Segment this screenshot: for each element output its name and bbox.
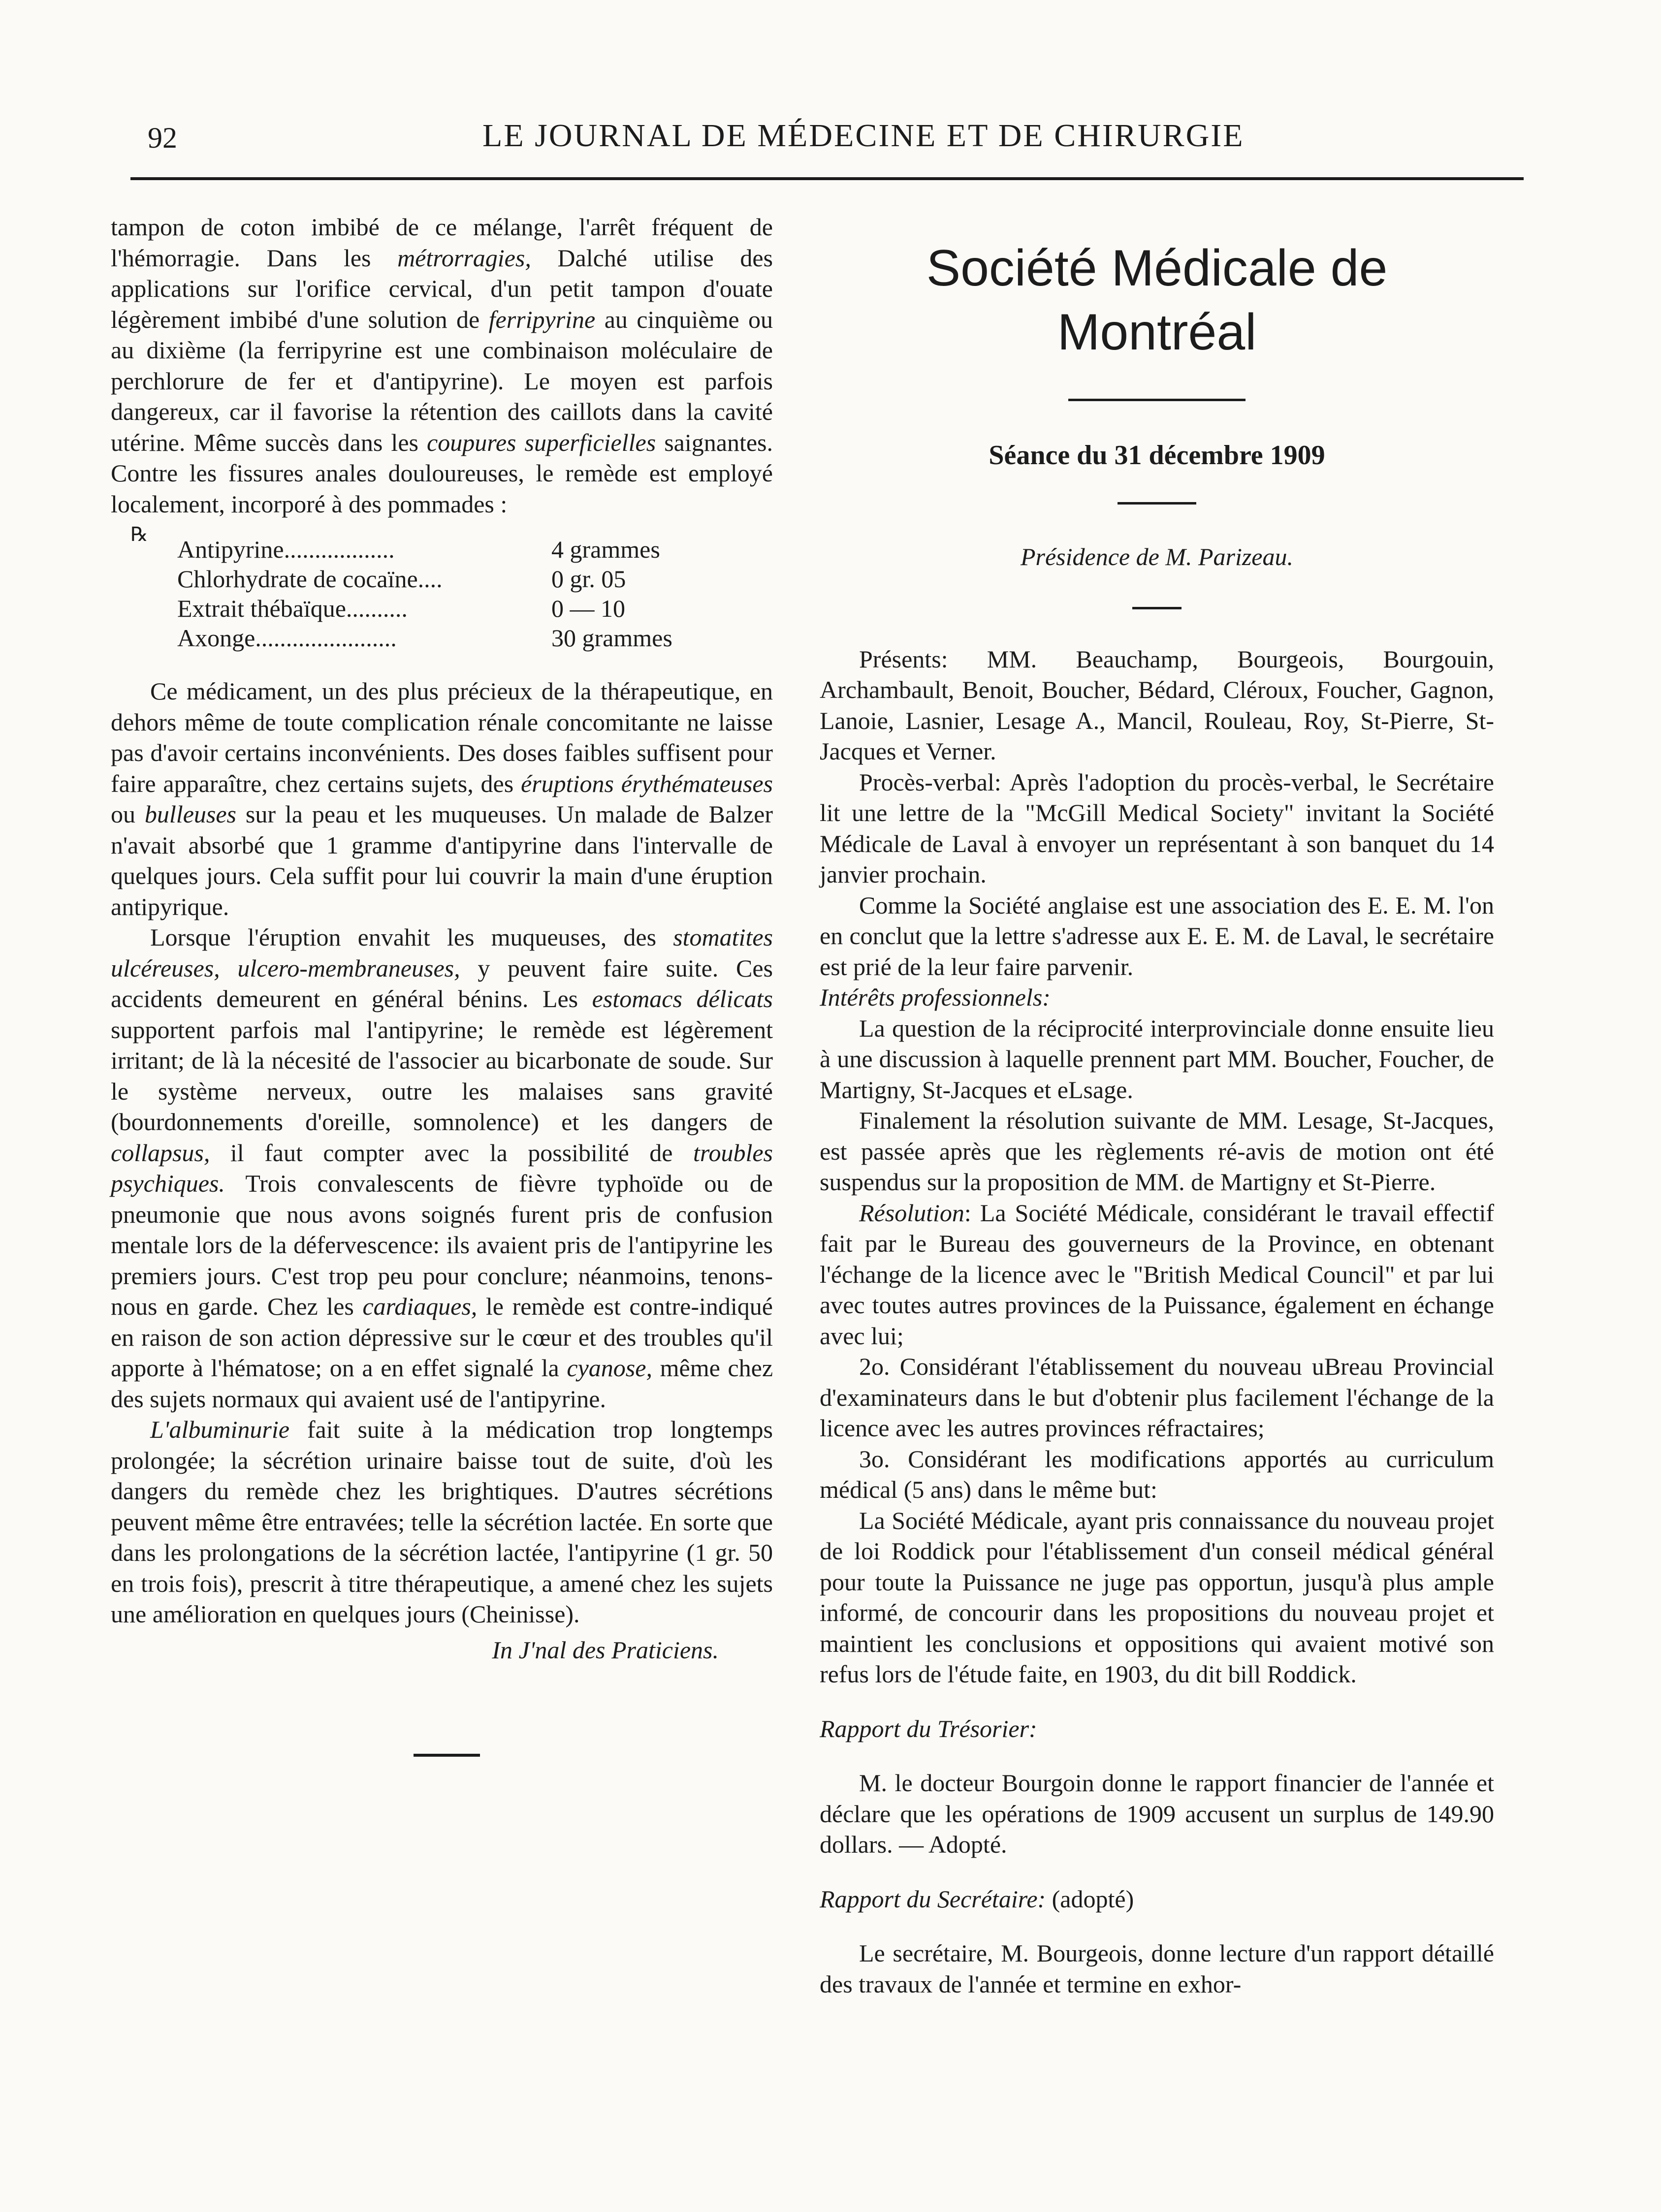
prescription-row: Chlorhydrate de cocaïne.... 0 gr. 05 [177, 565, 626, 593]
prescription-row: Axonge....................... 30 grammes [177, 624, 672, 652]
seance-rule [1118, 502, 1196, 505]
section-title: Société Médicale de Montréal [926, 240, 1388, 361]
paragraph-question: La question de la réciprocité interprovinciale donne ensuite lieu à une discussion à laquelle prennent part MM. Boucher, Foucher, de Martigny, St-Jacques et eLsage. [820, 1014, 1494, 1104]
header-rule [130, 177, 1524, 180]
paragraph-resolution: Résolution: La Société Médicale, considérant le travail effectif fait par le Bureau des gouverneurs de la Province, en obtenant l'échange de la licence avec le "British Medical Council" et par lui avec toutes autres provinces de la Puissance, également en échange avec lui; [820, 1199, 1494, 1350]
title-rule [1068, 399, 1246, 401]
prescription [130, 519, 694, 652]
page-header [148, 117, 1516, 166]
paragraph-tampon: tampon de coton imbibé de ce mélange, l'arrêt fréquent de l'hémorragie. Dans les métrorragies, Dalché utilise des applications sur l'orifice cervical, d'un petit tampon d'ouate légèrement imbibé d'une solution de ferripyrine au cinquième ou au dixième (la ferripyrine est une combinaison moléculaire de perchlorure de fer et d'antipyrine). Le moyen est parfois dangereux, car il favorise la rétention des caillots dans la cavité utérine. Même succès dans les coupures superficielles saignantes. Contre les fissures anales douloureuses, le remède est employé localement, incorporé à des pommades : [111, 213, 773, 518]
paragraph-medicament: Ce médicament, un des plus précieux de la thérapeutique, en dehors même de toute complication rénale concomitante ne laisse pas d'avoir certains inconvénients. Des doses faibles suffisent pour faire apparaître, chez certains sujets, des éruptions érythémateuses ou bulleuses sur la peau et les muqueuses. Un malade de Balzer n'avait absorbé que 1 gramme d'antipyrine dans l'intervalle de quelques jours. Cela suffit pour lui couvrir la main d'une éruption antipyrique. [111, 677, 773, 920]
paragraph-tresorier: M. le docteur Bourgoin donne le rapport financier de l'année et déclare que les opérations de 1909 accusent un surplus de 149.90 dollars. — Adopté. [820, 1769, 1494, 1858]
prescription-row: Extrait thébaïque.......... 0 — 10 [177, 595, 625, 622]
presidence-line: Présidence de M. Parizeau. [1020, 543, 1293, 570]
presidence-rule [1132, 607, 1182, 609]
prescription-row: Antipyrine.................. 4 grammes [177, 536, 660, 563]
paragraph-proces-verbal: Procès-verbal: Après l'adoption du procès-verbal, le Secrétaire lit une lettre de la "McGill Medical Society" invitant la Société Médicale de Laval à envoyer un représentant à son banquet du 14 janvier prochain. [820, 768, 1494, 888]
left-column [111, 212, 773, 1757]
prescription-symbol: ℞ [130, 523, 148, 545]
seance-heading: Séance du 31 décembre 1909 [989, 440, 1325, 471]
source-citation: In J'nal des Praticiens. [492, 1636, 719, 1664]
paragraph-societe: La Société Médicale, ayant pris connaissance du nouveau projet de loi Roddick pour l'établissement d'un conseil médical général pour toute la Puissance ne juge pas opportun, jusqu'à plus ample informé, de concourir dans les propositions du nouveau projet et maintient les conclusions et oppositions qui avaient motivé son refus lors de l'étude faite, en 1903, du dit bill Roddick. [820, 1506, 1494, 1688]
tresorier-heading: Rapport du Trésorier: [820, 1714, 1037, 1742]
paragraph-item-3: 3o. Considérant les modifications apportés au curriculum médical (5 ans) dans le même but: [820, 1445, 1494, 1503]
secretaire-heading: Rapport du Secrétaire: (adopté) [820, 1885, 1134, 1913]
section-end-rule [414, 1754, 480, 1757]
paragraph-comme: Comme la Société anglaise est une association des E. E. M. l'on en conclut que la lettre s'adresse aux E. E. M. de Laval, le secrétaire est prié de la leur faire parvenir. [820, 891, 1494, 980]
running-title: LE JOURNAL DE MÉDECINE ET DE CHIRURGIE [482, 118, 1245, 154]
paragraph-finalement: Finalement la résolution suivante de MM. Lesage, St-Jacques, est passée après que les règlements ré-avis de motion ont été suspendus sur la proposition de MM. de Martigny et St-Pierre. [820, 1106, 1494, 1196]
paragraph-presents: Présents: MM. Beauchamp, Bourgeois, Bourgouin, Archambault, Benoit, Boucher, Bédard, Cléroux, Foucher, Gagnon, Lanoie, Lasnier, Lesage A., Mancil, Rouleau, Roy, St-Pierre, St-Jacques et Verner. [820, 645, 1494, 765]
paragraph-eruption: Lorsque l'éruption envahit les muqueuses, des stomatites ulcéreuses, ulcero-membraneuses, y peuvent faire suite. Ces accidents demeurent en général bénins. Les estomacs délicats supportent parfois mal l'antipyrine; le remède est légèrement irritant; de là la nécesité de l'associer au bicarbonate de soude. Sur le système nerveux, outre les malaises sans gravité (bourdonnements d'oreille, somnolence) et les dangers de collapsus, il faut compter avec la possibilité de troubles psychiques. Trois convalescents de fièvre typhoïde ou de pneumonie que nous avons soignés furent pris de confusion mentale lors de la défervescence: ils avaient pris de l'antipyrine les premiers jours. C'est trop peu pour conclure; néanmoins, tenons-nous en garde. Chez les cardiaques, le remède est contre-indiqué en raison de son action dépressive sur le cœur et des troubles qu'il apporte à l'hématose; on a en effet signalé la cyanose, même chez des sujets normaux qui avaient usé de l'antipyrine. [111, 923, 773, 1413]
right-column [820, 212, 1494, 1999]
page-number: 92 [148, 122, 177, 154]
paragraph-secretaire: Le secrétaire, M. Bourgeois, donne lecture d'un rapport détaillé des travaux de l'année et termine en exhor- [820, 1939, 1494, 1998]
paragraph-albuminurie: L'albuminurie fait suite à la médication trop longtemps prolongée; la sécrétion urinaire baisse tout de suite, d'où les dangers du remède chez les brightiques. D'autres sécrétions peuvent même être entravées; telle la sécrétion lactée. En sorte que dans les prolongations de la sécrétion lactée, l'antipyrine (1 gr. 50 en trois fois), prescrit à titre thérapeutique, a amené chez les sujets une amélioration en quelques jours (Cheinisse). [111, 1416, 773, 1628]
interets-heading: Intérêts professionnels: [820, 983, 1051, 1011]
paragraph-item-2: 2o. Considérant l'établissement du nouveau uBreau Provincial d'examinateurs dans le but d'obtenir plus facilement l'échange de la licence avec les autres provinces réfractaires; [820, 1353, 1494, 1442]
